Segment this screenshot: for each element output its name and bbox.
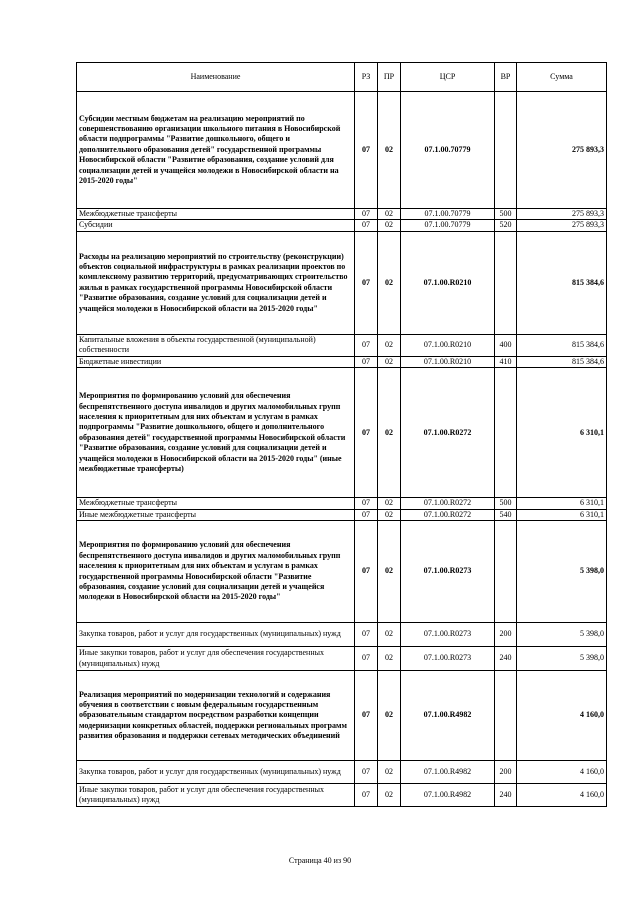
header-sum: Сумма <box>517 63 607 92</box>
table-row <box>77 761 607 784</box>
row-rz: 07 <box>355 784 378 807</box>
row-csr: 07.1.00.R0272 <box>401 498 495 509</box>
table-row <box>77 92 607 209</box>
row-pr: 02 <box>378 356 401 367</box>
row-csr: 07.1.00.R0210 <box>401 334 495 356</box>
row-rz: 07 <box>355 509 378 520</box>
row-rz: 07 <box>355 356 378 367</box>
table-row <box>77 368 607 498</box>
table-row <box>77 231 607 334</box>
row-name: Мероприятия по формированию условий для обеспечения беспрепятственного доступа инвалидов и других маломобильных групп населения к приоритетным для них объектам и услугам в рамках подпрограммы "Развитие дошкольного, общего и дополнительного образования детей" государственной программы Новосибирской области "Развитие образования, создание условий для социализации детей и учащейся молодежи в Новосибирской области на 2015-2020 годы" (иные межбюджетные трансферты) <box>77 368 355 498</box>
row-vr: 520 <box>495 220 517 231</box>
row-sum: 275 893,3 <box>517 220 607 231</box>
row-rz: 07 <box>355 209 378 220</box>
row-rz: 07 <box>355 623 378 647</box>
row-csr: 07.1.00.R4982 <box>401 761 495 784</box>
row-rz: 07 <box>355 521 378 623</box>
table-header-row <box>77 63 607 92</box>
row-name: Закупка товаров, работ и услуг для государственных (муниципальных) нужд <box>77 761 355 784</box>
row-pr: 02 <box>378 509 401 520</box>
row-rz: 07 <box>355 231 378 334</box>
table-row <box>77 509 607 520</box>
row-vr: 500 <box>495 498 517 509</box>
row-name: Капитальные вложения в объекты государственной (муниципальной) собственности <box>77 334 355 356</box>
row-csr: 07.1.00.R0272 <box>401 368 495 498</box>
row-rz: 07 <box>355 368 378 498</box>
row-pr: 02 <box>378 92 401 209</box>
row-sum: 275 893,3 <box>517 92 607 209</box>
row-sum: 4 160,0 <box>517 671 607 761</box>
row-name: Межбюджетные трансферты <box>77 209 355 220</box>
row-rz: 07 <box>355 647 378 671</box>
row-name: Расходы на реализацию мероприятий по строительству (реконструкции) объектов социальной инфраструктуры в рамках реализации проектов по комплексному развитию территорий, предусматривающих строительство жилья в рамках государственной программы Новосибирской области "Развитие образования, создание условий для социализации детей и учащейся молодежи в Новосибирской области на 2015-2020 годы" <box>77 231 355 334</box>
row-vr <box>495 671 517 761</box>
row-pr: 02 <box>378 498 401 509</box>
row-name: Межбюджетные трансферты <box>77 498 355 509</box>
row-pr: 02 <box>378 231 401 334</box>
row-rz: 07 <box>355 761 378 784</box>
row-pr: 02 <box>378 784 401 807</box>
row-pr: 02 <box>378 334 401 356</box>
header-rz: РЗ <box>355 63 378 92</box>
row-pr: 02 <box>378 368 401 498</box>
row-csr: 07.1.00.R4982 <box>401 784 495 807</box>
table-row <box>77 356 607 367</box>
row-rz: 07 <box>355 334 378 356</box>
page-number: Страница 40 из 90 <box>288 856 352 865</box>
row-csr: 07.1.00.70779 <box>401 220 495 231</box>
row-rz: 07 <box>355 498 378 509</box>
row-csr: 07.1.00.R0273 <box>401 623 495 647</box>
row-sum: 6 310,1 <box>517 509 607 520</box>
row-vr: 400 <box>495 334 517 356</box>
row-pr: 02 <box>378 209 401 220</box>
row-name: Закупка товаров, работ и услуг для государственных (муниципальных) нужд <box>77 623 355 647</box>
row-vr <box>495 92 517 209</box>
header-name: Наименование <box>77 63 355 92</box>
table-row <box>77 220 607 231</box>
row-name: Иные закупки товаров, работ и услуг для обеспечения государственных (муниципальных) нужд <box>77 784 355 807</box>
table-row <box>77 334 607 356</box>
row-sum: 815 384,6 <box>517 356 607 367</box>
row-sum: 5 398,0 <box>517 623 607 647</box>
row-pr: 02 <box>378 220 401 231</box>
table-row <box>77 498 607 509</box>
row-vr: 540 <box>495 509 517 520</box>
row-csr: 07.1.00.R4982 <box>401 671 495 761</box>
row-sum: 815 384,6 <box>517 334 607 356</box>
row-vr: 240 <box>495 784 517 807</box>
row-name: Реализация мероприятий по модернизации технологий и содержания обучения в соответствии с новым федеральным государственным образовательным стандартом посредством разработки концепции модернизации конкретных областей, поддержки региональных программ развития образования и поддержки сетевых методических объединений <box>77 671 355 761</box>
row-sum: 5 398,0 <box>517 521 607 623</box>
row-vr: 500 <box>495 209 517 220</box>
row-name: Субсидии <box>77 220 355 231</box>
row-sum: 4 160,0 <box>517 761 607 784</box>
row-pr: 02 <box>378 671 401 761</box>
row-sum: 4 160,0 <box>517 784 607 807</box>
row-csr: 07.1.00.R0272 <box>401 509 495 520</box>
row-name: Иные закупки товаров, работ и услуг для обеспечения государственных (муниципальных) нужд <box>77 647 355 671</box>
row-vr <box>495 368 517 498</box>
budget-table <box>76 62 607 807</box>
row-vr: 410 <box>495 356 517 367</box>
row-csr: 07.1.00.R0210 <box>401 356 495 367</box>
table-row <box>77 671 607 761</box>
header-pr: ПР <box>378 63 401 92</box>
row-sum: 6 310,1 <box>517 368 607 498</box>
row-pr: 02 <box>378 761 401 784</box>
table-row <box>77 209 607 220</box>
row-vr <box>495 521 517 623</box>
row-vr: 200 <box>495 761 517 784</box>
row-rz: 07 <box>355 671 378 761</box>
header-vr: ВР <box>495 63 517 92</box>
row-csr: 07.1.00.R0273 <box>401 647 495 671</box>
table-row <box>77 647 607 671</box>
row-pr: 02 <box>378 521 401 623</box>
row-name: Мероприятия по формированию условий для обеспечения беспрепятственного доступа инвалидов и других маломобильных групп населения к приоритетным для них объектам и услугам в рамках государственной программы Новосибирской области "Развитие образования, создание условий для социализации детей и учащейся молодежи в Новосибирской области на 2015-2020 годы" <box>77 521 355 623</box>
row-rz: 07 <box>355 92 378 209</box>
row-sum: 5 398,0 <box>517 647 607 671</box>
row-csr: 07.1.00.R0273 <box>401 521 495 623</box>
row-pr: 02 <box>378 647 401 671</box>
row-csr: 07.1.00.70779 <box>401 92 495 209</box>
row-vr <box>495 231 517 334</box>
header-csr: ЦСР <box>401 63 495 92</box>
row-name: Субсидии местным бюджетам на реализацию мероприятий по совершенствованию организации школьного питания в Новосибирской области подпрограммы "Развитие дошкольного, общего и дополнительного образования детей" государственной программы Новосибирской области "Развитие образования, создание условий для социализации детей и учащейся молодежи в Новосибирской области на 2015-2020 годы" <box>77 92 355 209</box>
row-name: Бюджетные инвестиции <box>77 356 355 367</box>
row-vr: 240 <box>495 647 517 671</box>
table-row <box>77 784 607 807</box>
row-sum: 6 310,1 <box>517 498 607 509</box>
row-sum: 275 893,3 <box>517 209 607 220</box>
row-sum: 815 384,6 <box>517 231 607 334</box>
table-row <box>77 521 607 623</box>
row-pr: 02 <box>378 623 401 647</box>
row-rz: 07 <box>355 220 378 231</box>
row-name: Иные межбюджетные трансферты <box>77 509 355 520</box>
row-csr: 07.1.00.70779 <box>401 209 495 220</box>
table-row <box>77 623 607 647</box>
row-vr: 200 <box>495 623 517 647</box>
row-csr: 07.1.00.R0210 <box>401 231 495 334</box>
